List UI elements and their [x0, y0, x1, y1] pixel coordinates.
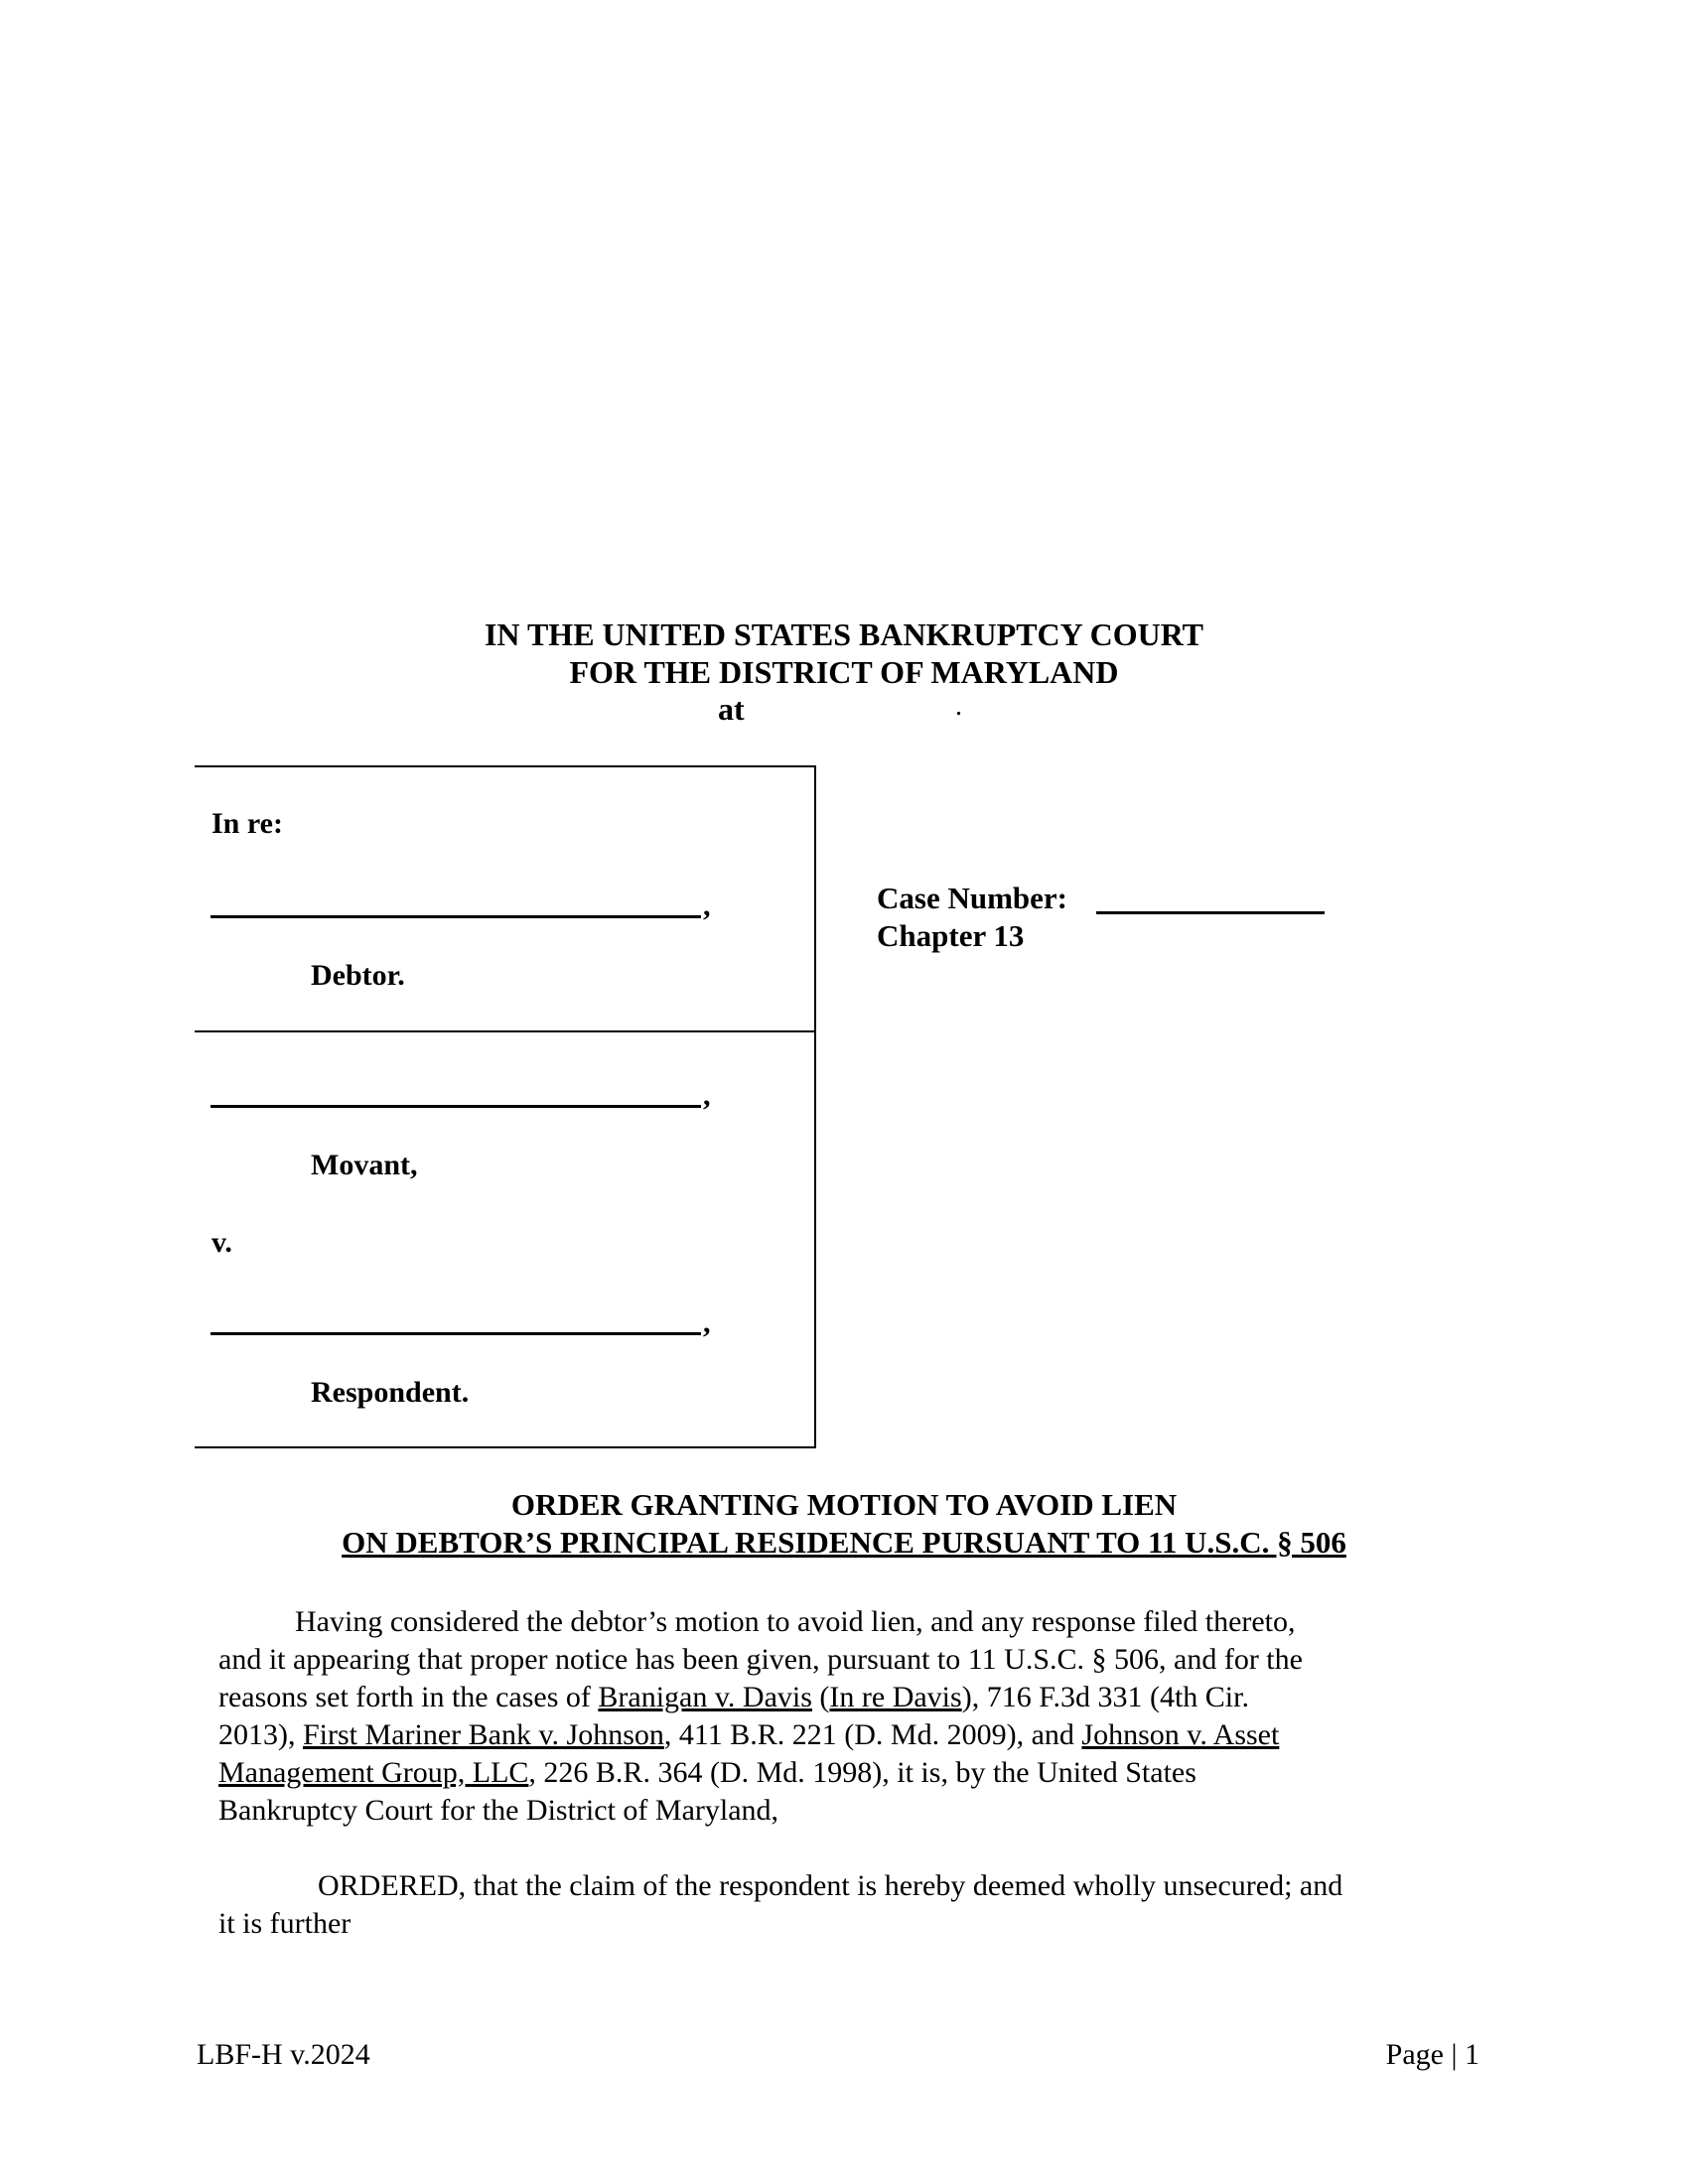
- ordered-line-1: ORDERED, that the claim of the respondent is hereby deemed wholly unsecured; and: [318, 1869, 1343, 1902]
- respondent-comma: ,: [703, 1306, 711, 1339]
- ordered-line-2: it is further: [218, 1907, 352, 1940]
- order-title: [0, 1486, 1688, 1562]
- order-title-line1: ORDER GRANTING MOTION TO AVOID LIEN: [510, 1487, 1178, 1522]
- case-info: [877, 880, 1067, 955]
- chapter-label: Chapter 13: [877, 918, 1025, 953]
- body-line-5: [218, 1754, 1196, 1792]
- form-id: LBF-H v.2024: [197, 2038, 370, 2071]
- respondent-label: Respondent.: [311, 1376, 470, 1409]
- at-dot: .: [955, 691, 962, 722]
- caption-divider: [195, 1030, 816, 1032]
- debtor-name-blank[interactable]: [211, 915, 701, 918]
- case-number-blank[interactable]: [1096, 911, 1325, 914]
- case-number-row: [877, 880, 1067, 917]
- movant-comma: ,: [703, 1079, 711, 1112]
- body-text: , 411 B.R. 221 (D. Md. 2009), and: [663, 1718, 1082, 1751]
- body-line-3: [218, 1679, 1249, 1716]
- debtor-label: Debtor.: [311, 959, 405, 992]
- case-cite-johnson-asset: Johnson v. Asset: [1081, 1718, 1280, 1751]
- body-text: , 226 B.R. 364 (D. Md. 1998), it is, by the United States: [528, 1756, 1196, 1789]
- body-text: 2013),: [218, 1718, 303, 1751]
- respondent-name-blank[interactable]: [211, 1332, 701, 1335]
- body-line-2: and it appearing that proper notice has been given, pursuant to 11 U.S.C. § 506, and for the: [218, 1643, 1303, 1676]
- body-line-6: Bankruptcy Court for the District of Maryland,: [218, 1794, 779, 1827]
- court-district: FOR THE DISTRICT OF MARYLAND: [569, 654, 1119, 690]
- versus-label: v.: [211, 1226, 232, 1259]
- body-text: ), 716 F.3d 331 (4th Cir.: [961, 1681, 1249, 1713]
- page-number: Page | 1: [1385, 2038, 1479, 2071]
- case-cite-in-re-davis: In re Davis: [829, 1681, 962, 1713]
- case-number-label: Case Number:: [877, 881, 1067, 915]
- court-name: IN THE UNITED STATES BANKRUPTCY COURT: [484, 616, 1204, 652]
- body-text: (: [811, 1681, 830, 1713]
- case-cite-first-mariner: First Mariner Bank v. Johnson: [303, 1718, 664, 1751]
- case-cite-johnson-asset-cont: Management Group, LLC: [218, 1756, 529, 1789]
- order-title-line2: ON DEBTOR’S PRINCIPAL RESIDENCE PURSUANT TO 11 U.S.C. § 506: [342, 1525, 1346, 1560]
- at-label: at: [718, 691, 745, 727]
- case-cite-branigan: Branigan v. Davis: [598, 1681, 812, 1713]
- body-line-4: [218, 1716, 1279, 1754]
- body-text: reasons set forth in the cases of: [218, 1681, 599, 1713]
- debtor-comma: ,: [703, 889, 711, 922]
- movant-name-blank[interactable]: [211, 1105, 701, 1108]
- court-header: [0, 615, 1688, 691]
- body-line-1: Having considered the debtor’s motion to avoid lien, and any response filed thereto,: [295, 1605, 1296, 1638]
- in-re-label: In re:: [211, 807, 283, 840]
- movant-label: Movant,: [311, 1149, 418, 1181]
